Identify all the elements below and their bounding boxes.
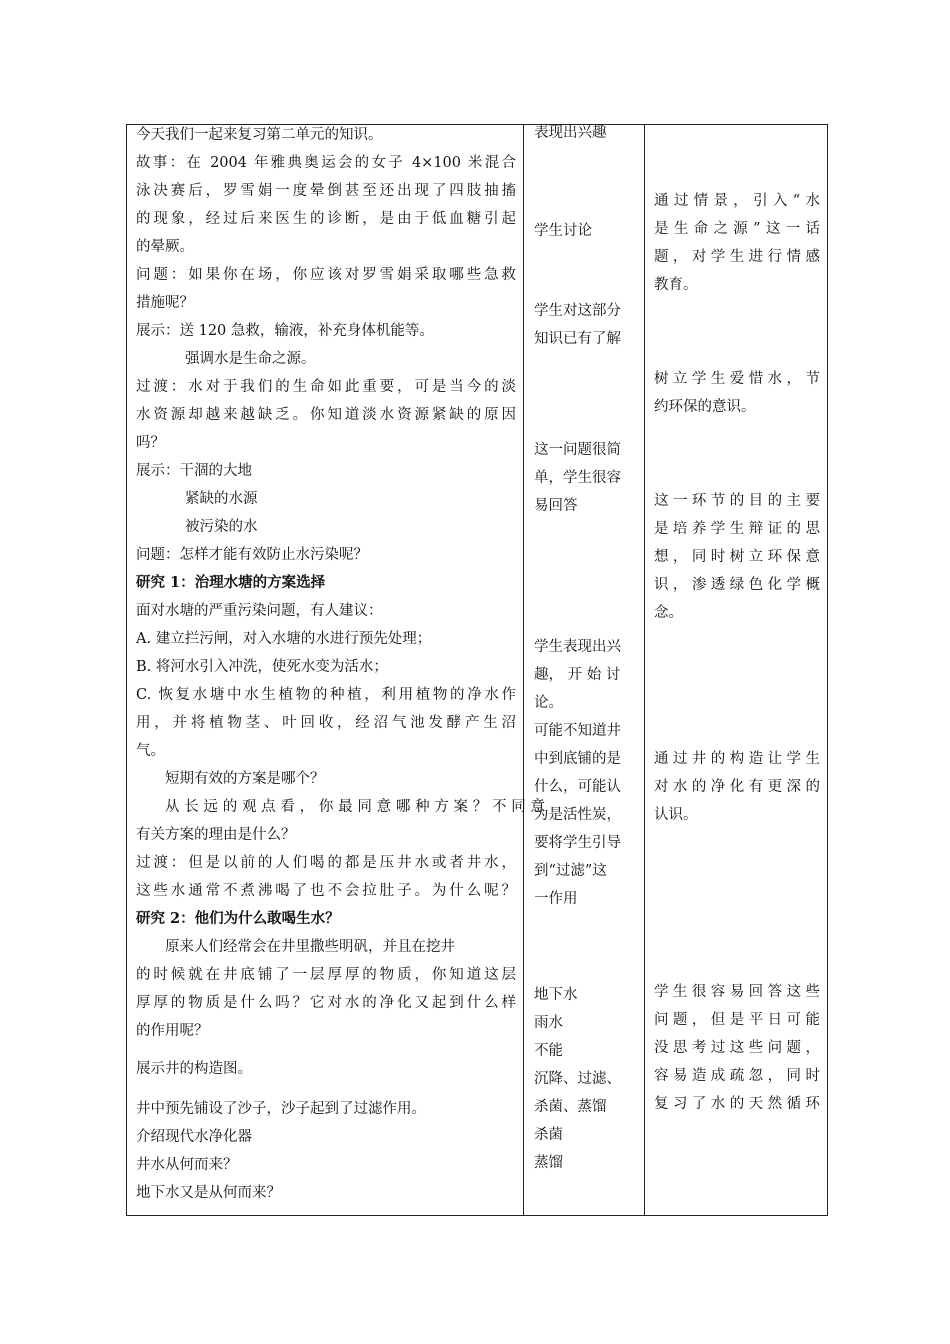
activity-line: 易回答 <box>534 498 578 514</box>
intent-line: 教育。 <box>654 277 698 293</box>
activity-line: 杀菌 <box>534 1127 563 1143</box>
activity-line: 雨水 <box>534 1015 563 1031</box>
activity-line: 表现出兴趣 <box>534 125 607 141</box>
content-line: 有关方案的理由是什么？ <box>136 827 296 843</box>
content-line: 措施呢？ <box>136 295 194 311</box>
content-line: 的作用呢？ <box>136 1023 209 1039</box>
intent-line: 这一环节的目的主要 <box>654 493 820 509</box>
table-row <box>127 125 828 1216</box>
content-line: 紧缺的水源 <box>185 491 258 507</box>
activity-line: 中到底铺的是 <box>534 751 621 767</box>
content-line: 这些水通常不煮沸喝了也不会拉肚子。为什么呢？ <box>136 883 516 899</box>
content-line: 面对水塘的严重污染问题，有人建议： <box>136 603 383 619</box>
content-line: 地下水又是从何而来？ <box>136 1185 281 1201</box>
intent-line: 约环保的意识。 <box>654 399 756 415</box>
content-line: 泳决赛后，罗雪娟一度晕倒甚至还出现了四肢抽搐 <box>136 183 516 199</box>
lesson-plan-table <box>126 124 828 1216</box>
intent-line: 问题，但是平日可能 <box>654 1012 820 1028</box>
content-line: 展示井的构造图。 <box>136 1061 252 1077</box>
content-line: 研究 2：他们为什么敢喝生水？ <box>136 910 340 927</box>
content-line: 的晕厥。 <box>136 239 194 255</box>
activity-line: 这一问题很简 <box>534 442 621 458</box>
content-line: 吗？ <box>136 435 165 451</box>
content-line: 气。 <box>136 743 165 759</box>
design-intent-cell <box>645 125 828 1216</box>
activity-line: 为是活性炭， <box>534 807 621 823</box>
content-line: 问题：如果你在场，你应该对罗雪娟采取哪些急救 <box>136 267 516 283</box>
content-line: 展示：送 120 急救，输液，补充身体机能等。 <box>136 323 434 339</box>
intent-line: 容易造成疏忽，同时 <box>654 1068 820 1084</box>
content-line: 过渡：水对于我们的生命如此重要，可是当今的淡 <box>136 379 516 395</box>
content-line: 水资源却越来越缺乏。你知道淡水资源紧缺的原因 <box>136 407 516 423</box>
student-activity-cell <box>524 125 645 1216</box>
activity-line: 要将学生引导 <box>534 835 621 851</box>
activity-line: 一作用 <box>534 891 578 907</box>
content-line: 展示：干涸的大地 <box>136 463 252 479</box>
intent-line: 对水的净化有更深的 <box>654 779 820 795</box>
activity-line: 单，学生很容 <box>534 470 621 486</box>
content-line: 研究 1：治理水塘的方案选择 <box>136 574 326 591</box>
intent-line: 想，同时树立环保意 <box>654 549 820 565</box>
content-line: B. 将河水引入冲洗，使死水变为活水； <box>136 659 388 675</box>
content-line: 原来人们经常会在井里撒些明矾，并且在挖井 <box>165 939 455 955</box>
activity-line: 杀菌、蒸馏 <box>534 1099 607 1115</box>
content-line: 介绍现代水净化器 <box>136 1129 252 1145</box>
activity-line: 蒸馏 <box>534 1155 563 1171</box>
content-line: 厚厚的物质是什么吗？它对水的净化又起到什么样 <box>136 995 516 1011</box>
content-line: 的现象，经过后来医生的诊断，是由于低血糖引起 <box>136 211 516 227</box>
intent-line: 复习了水的天然循环 <box>654 1096 820 1112</box>
content-line: A. 建立拦污闸，对入水塘的水进行预先处理； <box>136 631 432 647</box>
content-line: 井中预先铺设了沙子，沙子起到了过滤作用。 <box>136 1101 426 1117</box>
activity-line: 沉降、过滤、 <box>534 1071 621 1087</box>
content-line: 井水从何而来？ <box>136 1157 238 1173</box>
activity-line: 学生表现出兴 <box>534 639 621 655</box>
intent-line: 是生命之源”这一话 <box>654 221 820 237</box>
content-line: 强调水是生命之源。 <box>185 351 316 367</box>
intent-line: 识，渗透绿色化学概 <box>654 577 820 593</box>
content-line: 问题：怎样才能有效防止水污染呢？ <box>136 547 368 563</box>
teaching-content-cell <box>127 125 545 1216</box>
intent-line: 是培养学生辩证的思 <box>654 521 820 537</box>
intent-line: 没思考过这些问题， <box>654 1040 820 1056</box>
activity-line: 什么，可能认 <box>534 779 621 795</box>
content-line: 故事：在 2004 年雅典奥运会的女子 4×100 米混合 <box>136 155 516 171</box>
content-line: 的时候就在井底铺了一层厚厚的物质，你知道这层 <box>136 967 516 983</box>
activity-line: 到“过滤”这 <box>534 863 607 879</box>
activity-line: 地下水 <box>534 987 578 1003</box>
activity-line: 不能 <box>534 1043 563 1059</box>
activity-line: 学生对这部分 <box>534 303 621 319</box>
activity-line: 论。 <box>534 695 563 711</box>
content-line: 短期有效的方案是哪个？ <box>165 771 325 787</box>
intent-line: 树立学生爱惜水，节 <box>654 371 820 387</box>
content-line: 过渡：但是以前的人们喝的都是压井水或者井水， <box>136 855 516 871</box>
activity-line: 知识已有了解 <box>534 331 621 347</box>
intent-line: 通过情景，引入“水 <box>654 193 820 209</box>
content-line: 被污染的水 <box>185 519 258 535</box>
content-line: 今天我们一起来复习第二单元的知识。 <box>136 127 383 143</box>
activity-line: 学生讨论 <box>534 223 592 239</box>
activity-line: 趣， 开 始 讨 <box>534 667 621 683</box>
content-line: C. 恢复水塘中水生植物的种植，利用植物的净水作 <box>136 687 516 703</box>
intent-line: 通过井的构造让学生 <box>654 751 820 767</box>
activity-line: 可能不知道井 <box>534 723 621 739</box>
content-line: 从长远的观点看，你最同意哪种方案？不同意 <box>165 799 545 815</box>
intent-line: 认识。 <box>654 807 698 823</box>
intent-line: 念。 <box>654 605 683 621</box>
intent-line: 题，对学生进行情感 <box>654 249 820 265</box>
intent-line: 学生很容易回答这些 <box>654 984 820 1000</box>
content-line: 用，并将植物茎、叶回收，经沼气池发酵产生沼 <box>136 715 516 731</box>
